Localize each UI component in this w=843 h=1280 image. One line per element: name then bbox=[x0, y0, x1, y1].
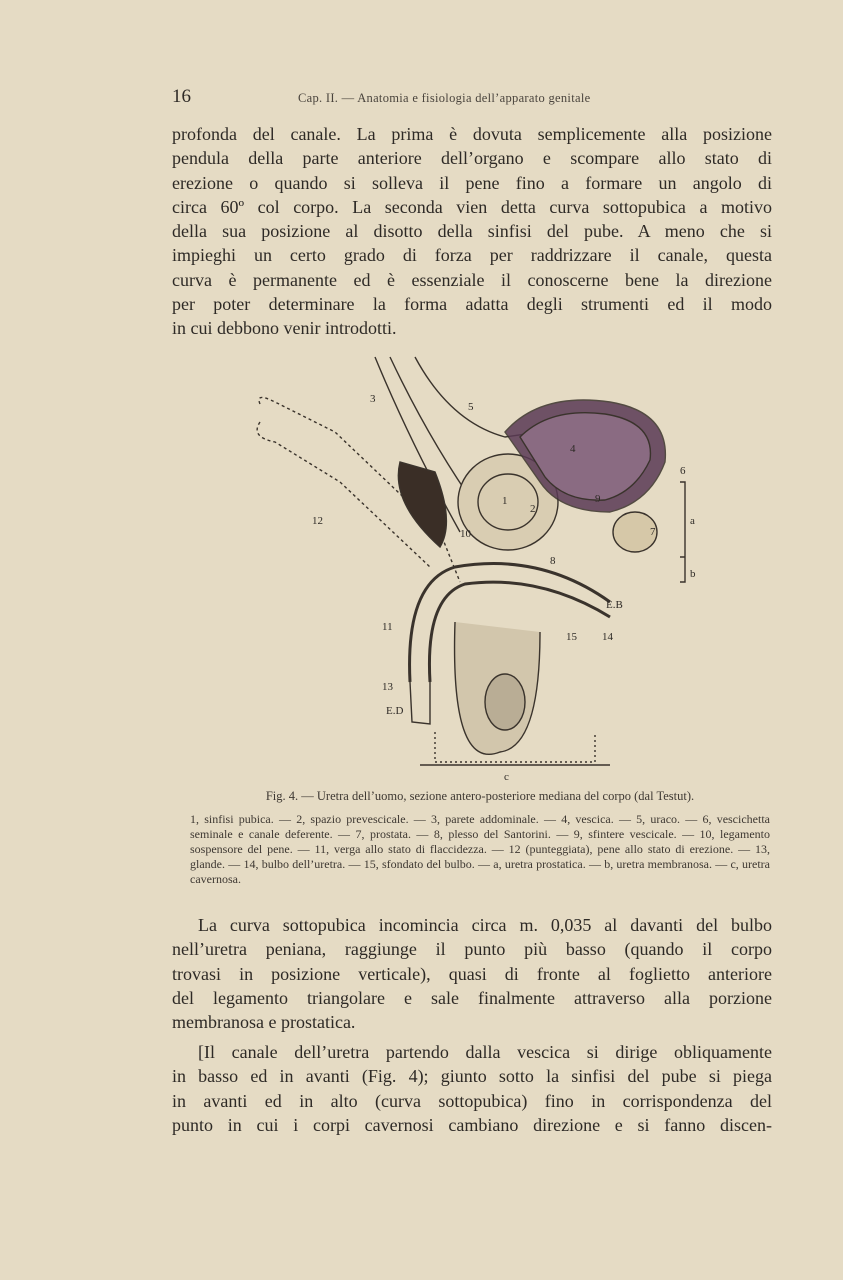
text-line: nell’uretra peniana, raggiunge il punto più basso (quando il corpo bbox=[172, 939, 772, 960]
text-line: per poter determinare la forma adatta degli strumenti ed il modo bbox=[172, 294, 772, 315]
text-line: curva è permanente ed è essenziale il conoscerne bene la direzione bbox=[172, 269, 772, 290]
label-4: 4 bbox=[570, 443, 576, 455]
text-line: in avanti ed in alto (curva sottopubica) fino in corrispondenza del bbox=[172, 1090, 772, 1111]
running-title: Cap. II. — Anatomia e fisiologia dell’apparato genitale bbox=[298, 91, 591, 105]
label-11: 11 bbox=[382, 621, 393, 633]
figure-caption bbox=[190, 788, 770, 887]
text-line: in cui debbono venir introdotti. bbox=[172, 318, 397, 339]
text-line: erezione o quando si solleva il pene fino a formare un angolo di bbox=[172, 172, 772, 193]
label-7: 7 bbox=[650, 526, 656, 538]
page-header bbox=[172, 86, 772, 110]
text-line: profonda del canale. La prima è dovuta semplicemente alla posizione bbox=[172, 124, 772, 144]
text-line: trovasi in posizione verticale), quasi di fronte al foglietto anteriore bbox=[172, 963, 772, 984]
text-line: membranosa e prostatica. bbox=[172, 1012, 356, 1033]
caption-title: Fig. 4. — Uretra dell’uomo, sezione antero-posteriore mediana del corpo (dal Testut). bbox=[265, 789, 695, 803]
label-10: 10 bbox=[460, 528, 471, 540]
label-c: c bbox=[504, 771, 509, 783]
paragraph-1 bbox=[172, 122, 772, 341]
label-ed: E.D bbox=[386, 705, 404, 717]
text-line: del legamento triangolare e sale finalmente attraverso alla porzione bbox=[172, 987, 772, 1008]
label-5: 5 bbox=[468, 401, 474, 413]
label-eb: E.B bbox=[606, 599, 623, 611]
text-line: punto in cui i corpi cavernosi cambiano direzione e si fanno discen- bbox=[172, 1114, 772, 1135]
text-line: [Il canale dell’uretra partendo dalla vescica si dirige obliquamente bbox=[198, 1042, 772, 1062]
label-6: 6 bbox=[680, 465, 686, 477]
label-15: 15 bbox=[566, 631, 577, 643]
text-line: in basso ed in avanti (Fig. 4); giunto sotto la sinfisi del pube si piega bbox=[172, 1066, 772, 1087]
paragraph-2 bbox=[172, 913, 772, 1034]
caption-legend: 1, sinfisi pubica. — 2, spazio prevescicale. — 3, parete addominale. — 4, vescica. — 5, uraco. — 6, vescichetta seminale e canale deferente. — 7, prostata. — 8, plesso del Santorini. — 9, sfintere vescicale. — 10, legamento sospensore del pene. — 11, verga allo stato di flaccidezza. — 12 (punteggiata), pene allo stato di erezione. — 13, glande. — 14, bulbo dell’uretra. — 15, sfondato del bulbo. — a, uretra prostatica. — b, uretra membranosa. — c, uretra cavernosa. bbox=[190, 812, 770, 886]
label-14: 14 bbox=[602, 631, 613, 643]
paragraph-3 bbox=[172, 1040, 772, 1137]
label-b: b bbox=[690, 568, 696, 580]
text-line: La curva sottopubica incomincia circa m. 0,035 al davanti del bulbo bbox=[198, 915, 772, 935]
label-3: 3 bbox=[370, 393, 376, 405]
label-a: a bbox=[690, 515, 695, 527]
text-line: circa 60º col corpo. La seconda vien detta curva sottopubica a motivo bbox=[172, 196, 772, 217]
label-1: 1 bbox=[502, 495, 508, 507]
label-13: 13 bbox=[382, 681, 393, 693]
label-12: 12 bbox=[312, 515, 323, 527]
page-number: 16 bbox=[172, 86, 191, 107]
anatomical-figure bbox=[240, 352, 710, 784]
text-line: pendula della parte anteriore dell’organo e scompare allo stato di bbox=[172, 148, 772, 169]
label-8: 8 bbox=[550, 555, 556, 567]
text-line: impieghi un certo grado di forza per raddrizzare il canale, questa bbox=[172, 245, 772, 266]
text-line: della sua posizione al disotto della sinfisi del pube. A meno che si bbox=[172, 221, 772, 242]
label-2: 2 bbox=[530, 503, 536, 515]
label-9: 9 bbox=[595, 493, 601, 505]
